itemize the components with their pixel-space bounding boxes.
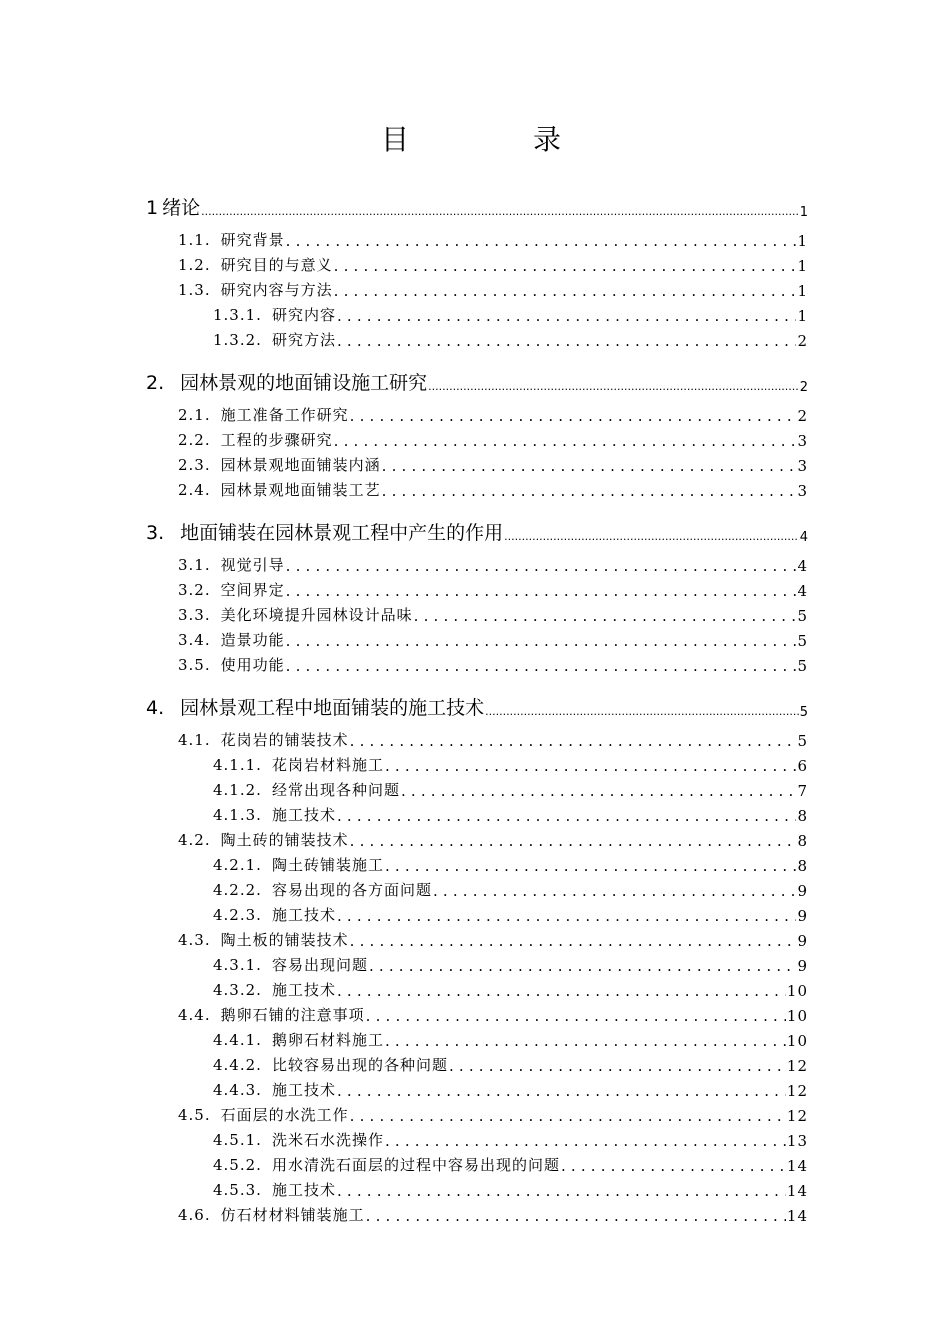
toc-entry-text: 容易出现问题: [271, 956, 368, 974]
toc-entry[interactable]: [213, 1054, 808, 1075]
toc-entry-page: 5: [799, 705, 808, 720]
toc-entry-label: [213, 804, 336, 825]
toc-leader-dots: [414, 607, 797, 625]
toc-entry-page: 1: [797, 232, 808, 250]
toc-entry-label: [213, 1179, 336, 1200]
toc-entry-label: [146, 518, 503, 545]
toc-entry-text: 用水清洗石面层的过程中容易出现的问题: [271, 1156, 560, 1174]
toc-entry-number: 4.3.: [178, 931, 211, 949]
toc-entry-label: [178, 429, 333, 450]
toc-entry-label: [178, 479, 381, 500]
toc-entry-number: 1.3.1.: [213, 306, 262, 324]
toc-entry-number: 4.5.2.: [213, 1156, 262, 1174]
toc-entry-page: 5: [797, 732, 808, 750]
toc-entry-label: [213, 754, 384, 775]
toc-entry[interactable]: [213, 954, 808, 975]
toc-entry-page: 2: [799, 380, 808, 395]
toc-entry[interactable]: [146, 693, 808, 720]
toc-entry-label: [213, 904, 336, 925]
toc-entry-number: 4.6.: [178, 1206, 211, 1224]
toc-entry-label: [146, 193, 200, 220]
toc-entry[interactable]: [178, 1004, 808, 1025]
toc-entry-text: 花岗岩的铺装技术: [220, 731, 349, 749]
toc-entry[interactable]: [178, 579, 808, 600]
toc-leader-dots: [350, 832, 797, 850]
toc-leader-dots: [286, 657, 797, 675]
toc-entry-label: [146, 693, 484, 720]
toc-entry-number: 4.2.3.: [213, 906, 262, 924]
toc-entry-number: 4.4.3.: [213, 1081, 262, 1099]
toc-entry-number: 4.5.1.: [213, 1131, 262, 1149]
toc-entry-text: 施工技术: [271, 1081, 336, 1099]
toc-entry-page: 14: [786, 1207, 808, 1225]
toc-entry-text: 空间界定: [220, 581, 285, 599]
toc-entry-text: 洗米石水洗操作: [271, 1131, 384, 1149]
toc-entry-number: 4.1.2.: [213, 781, 262, 799]
toc-entry-number: 4.3.2.: [213, 981, 262, 999]
toc-entry-text: 研究背景: [220, 231, 285, 249]
toc-entry-page: 8: [797, 832, 808, 850]
toc-entry-text: 陶土板的铺装技术: [220, 931, 349, 949]
toc-entry-number: 1.3.2.: [213, 331, 262, 349]
toc-entry-page: 10: [786, 1007, 808, 1025]
toc-entry-label: [178, 929, 349, 950]
toc-entry[interactable]: [213, 754, 808, 775]
toc-entry-page: 9: [797, 932, 808, 950]
toc-entry-text: 绪论: [162, 197, 201, 219]
toc-entry-page: 8: [797, 807, 808, 825]
toc-leader-dots: [286, 632, 797, 650]
toc-entry-label: [213, 954, 368, 975]
toc-entry-text: 园林景观工程中地面铺装的施工技术: [180, 697, 485, 719]
toc-entry-number: 3.2.: [178, 581, 211, 599]
toc-entry-text: 研究内容: [271, 306, 336, 324]
toc-entry-page: 12: [786, 1082, 808, 1100]
toc-entry[interactable]: [178, 829, 808, 850]
toc-entry[interactable]: [178, 1104, 808, 1125]
toc-entry[interactable]: [213, 779, 808, 800]
toc-leader-dots: [350, 732, 797, 750]
toc-leader-dots: [334, 282, 797, 300]
toc-entry-text: 仿石材材料铺装施工: [220, 1206, 365, 1224]
toc-entry-page: 8: [797, 857, 808, 875]
toc-entry-label: [178, 829, 349, 850]
toc-entry-number: 1.1.: [178, 231, 211, 249]
toc-entry-label: [213, 854, 384, 875]
toc-entry-number: 4.4.: [178, 1006, 211, 1024]
toc-entry[interactable]: [213, 1129, 808, 1150]
toc-entry-text: 地面铺装在园林景观工程中产生的作用: [180, 522, 504, 544]
toc-leader-dots: [201, 198, 799, 220]
toc-entry-label: [213, 304, 336, 325]
toc-entry-text: 研究目的与意义: [220, 256, 333, 274]
toc-entry-label: [178, 404, 349, 425]
toc-entry[interactable]: [178, 929, 808, 950]
toc-leader-dots: [286, 582, 797, 600]
toc-entry-label: [178, 229, 285, 250]
toc-entry-page: 3: [797, 482, 808, 500]
toc-entry[interactable]: [213, 979, 808, 1000]
toc-entry-label: [178, 629, 285, 650]
toc-entry-number: 4.1.: [178, 731, 211, 749]
toc-entry-text: 鹅卵石铺的注意事项: [220, 1006, 365, 1024]
toc-leader-dots: [350, 407, 797, 425]
toc-leader-dots: [366, 1207, 786, 1225]
toc-leader-dots: [382, 457, 797, 475]
toc-leader-dots: [366, 1007, 786, 1025]
toc-entry[interactable]: [213, 1079, 808, 1100]
toc-entry-number: 4.: [146, 697, 165, 719]
toc-entry-label: [213, 1054, 448, 1075]
toc-entry[interactable]: [146, 518, 808, 545]
toc-entry-page: 7: [797, 782, 808, 800]
toc-entry-number: 2.3.: [178, 456, 211, 474]
toc-entry-page: 14: [786, 1182, 808, 1200]
toc-entry-number: 4.4.1.: [213, 1031, 262, 1049]
toc-entry-label: [213, 779, 400, 800]
toc-leader-dots: [369, 957, 797, 975]
toc-entry[interactable]: [178, 1204, 808, 1225]
toc-entry-label: [213, 1029, 384, 1050]
toc-entry-label: [213, 979, 336, 1000]
toc-entry[interactable]: [178, 229, 808, 250]
toc-entry-text: 使用功能: [220, 656, 285, 674]
toc-entry-label: [178, 1004, 365, 1025]
toc-leader-dots: [382, 482, 797, 500]
toc-entry-label: [213, 329, 336, 350]
toc-entry[interactable]: [213, 879, 808, 900]
toc-leader-dots: [350, 1107, 786, 1125]
toc-entry-number: 3.3.: [178, 606, 211, 624]
toc-entry-number: 2.4.: [178, 481, 211, 499]
toc-entry-label: [213, 879, 432, 900]
toc-entry-text: 园林景观地面铺装内涵: [220, 456, 381, 474]
toc-entry[interactable]: [178, 254, 808, 275]
toc-leader-dots: [337, 907, 797, 925]
toc-entry-page: 4: [797, 582, 808, 600]
toc-entry[interactable]: [178, 729, 808, 750]
toc-entry-page: 12: [786, 1107, 808, 1125]
toc-entry[interactable]: [178, 654, 808, 675]
toc-entry-page: 3: [797, 432, 808, 450]
toc-entry[interactable]: [146, 193, 808, 220]
toc-leader-dots: [385, 1032, 786, 1050]
toc-entry-label: [178, 1104, 349, 1125]
page-title: 目 录: [380, 123, 609, 156]
toc-entry-text: 经常出现各种问题: [271, 781, 400, 799]
toc-entry-number: 4.3.1.: [213, 956, 262, 974]
toc-entry-page: 9: [797, 907, 808, 925]
toc-entry-text: 施工准备工作研究: [220, 406, 349, 424]
toc-entry-text: 陶土砖的铺装技术: [220, 831, 349, 849]
toc-entry[interactable]: [213, 1179, 808, 1200]
toc-entry-page: 5: [797, 657, 808, 675]
toc-entry-label: [178, 279, 333, 300]
toc-entry-number: 2.: [146, 372, 165, 394]
toc-leader-dots: [337, 307, 797, 325]
toc-entry-text: 陶土砖铺装施工: [271, 856, 384, 874]
toc-entry-text: 园林景观地面铺装工艺: [220, 481, 381, 499]
toc-entry-page: 4: [797, 557, 808, 575]
toc-entry-page: 6: [797, 757, 808, 775]
toc-entry-number: 4.1.1.: [213, 756, 262, 774]
toc-entry-page: 12: [786, 1057, 808, 1075]
toc-entry-text: 施工技术: [271, 806, 336, 824]
toc-leader-dots: [334, 257, 797, 275]
toc-entry-number: 3.: [146, 522, 165, 544]
toc-entry-page: 1: [797, 307, 808, 325]
toc-entry-number: 3.1.: [178, 556, 211, 574]
toc-leader-dots: [561, 1157, 786, 1175]
toc-entry-label: [178, 654, 285, 675]
toc-entry-number: 4.2.: [178, 831, 211, 849]
toc-entry-label: [178, 729, 349, 750]
toc-entry-text: 鹅卵石材料施工: [271, 1031, 384, 1049]
toc-leader-dots: [337, 807, 797, 825]
toc-entry-page: 3: [797, 457, 808, 475]
toc-entry-text: 花岗岩材料施工: [271, 756, 384, 774]
toc-entry-number: 3.5.: [178, 656, 211, 674]
toc-entry-label: [213, 1129, 384, 1150]
toc-entry[interactable]: [213, 1029, 808, 1050]
toc-entry-text: 施工技术: [271, 906, 336, 924]
toc-entry-number: 4.2.2.: [213, 881, 262, 899]
toc-entry[interactable]: [178, 604, 808, 625]
toc-leader-dots: [428, 373, 799, 395]
toc-entry-text: 工程的步骤研究: [220, 431, 333, 449]
toc-entry-page: 2: [797, 332, 808, 350]
toc-entry-text: 造景功能: [220, 631, 285, 649]
toc-entry[interactable]: [178, 629, 808, 650]
toc-entry-number: 1.3.: [178, 281, 211, 299]
toc-entry-text: 视觉引导: [220, 556, 285, 574]
toc-entry-page: 9: [797, 957, 808, 975]
toc-entry[interactable]: [178, 454, 808, 475]
toc-entry-text: 园林景观的地面铺设施工研究: [180, 372, 428, 394]
toc-entry[interactable]: [178, 554, 808, 575]
toc-leader-dots: [286, 232, 797, 250]
toc-entry[interactable]: [178, 429, 808, 450]
toc-entry-label: [146, 368, 427, 395]
toc-entry-text: 石面层的水洗工作: [220, 1106, 349, 1124]
toc-entry-text: 美化环境提升园林设计品味: [220, 606, 413, 624]
toc-entry-label: [178, 254, 333, 275]
toc-leader-dots: [504, 523, 799, 545]
toc-entry-page: 10: [786, 1032, 808, 1050]
toc-entry-label: [178, 1204, 365, 1225]
toc-entry[interactable]: [213, 804, 808, 825]
toc-leader-dots: [334, 432, 797, 450]
toc-entry-page: 5: [797, 607, 808, 625]
toc-entry-number: 1: [146, 197, 159, 219]
toc-entry-text: 比较容易出现的各种问题: [271, 1056, 448, 1074]
toc-leader-dots: [485, 698, 799, 720]
toc-entry-label: [178, 604, 413, 625]
toc-entry-number: 4.4.2.: [213, 1056, 262, 1074]
toc-entry[interactable]: [213, 1154, 808, 1175]
toc-entry[interactable]: [178, 404, 808, 425]
toc-entry-text: 研究内容与方法: [220, 281, 333, 299]
toc-entry-number: 4.5.3.: [213, 1181, 262, 1199]
toc-leader-dots: [286, 557, 797, 575]
toc-entry-page: 9: [797, 882, 808, 900]
toc-leader-dots: [350, 932, 797, 950]
toc-entry-page: 4: [799, 530, 808, 545]
toc-entry-label: [178, 579, 285, 600]
toc-entry[interactable]: [146, 368, 808, 395]
toc-entry-page: 2: [797, 407, 808, 425]
toc-entry-number: 2.2.: [178, 431, 211, 449]
toc-entry-page: 14: [786, 1157, 808, 1175]
toc-entry-page: 5: [797, 632, 808, 650]
toc-leader-dots: [337, 982, 786, 1000]
toc-entry-text: 研究方法: [271, 331, 336, 349]
toc-entry-label: [178, 454, 381, 475]
toc-entry[interactable]: [178, 479, 808, 500]
toc-entry-number: 1.2.: [178, 256, 211, 274]
toc-entry-label: [178, 554, 285, 575]
toc-entry-text: 容易出现的各方面问题: [271, 881, 432, 899]
toc-entry-number: 4.5.: [178, 1106, 211, 1124]
toc-leader-dots: [385, 1132, 786, 1150]
toc-entry[interactable]: [213, 854, 808, 875]
toc-leader-dots: [401, 782, 797, 800]
toc-entry-page: 1: [797, 282, 808, 300]
toc-leader-dots: [337, 1182, 786, 1200]
toc-entry-number: 4.2.1.: [213, 856, 262, 874]
toc-entry-label: [213, 1154, 560, 1175]
toc-entry-text: 施工技术: [271, 1181, 336, 1199]
toc-leader-dots: [433, 882, 797, 900]
toc-entry-number: 2.1.: [178, 406, 211, 424]
toc-entry[interactable]: [178, 279, 808, 300]
toc-entry[interactable]: [213, 304, 808, 325]
toc-entry-text: 施工技术: [271, 981, 336, 999]
toc-leader-dots: [337, 1082, 786, 1100]
toc-entry-page: 10: [786, 982, 808, 1000]
toc-entry-page: 1: [799, 205, 808, 220]
toc-entry[interactable]: [213, 904, 808, 925]
toc-entry-page: 13: [786, 1132, 808, 1150]
toc-entry[interactable]: [213, 329, 808, 350]
toc-leader-dots: [385, 857, 797, 875]
toc-entry-page: 1: [797, 257, 808, 275]
toc-leader-dots: [385, 757, 797, 775]
toc-entry-label: [213, 1079, 336, 1100]
toc-entry-number: 3.4.: [178, 631, 211, 649]
toc-leader-dots: [337, 332, 797, 350]
toc-leader-dots: [449, 1057, 786, 1075]
toc-entry-number: 4.1.3.: [213, 806, 262, 824]
